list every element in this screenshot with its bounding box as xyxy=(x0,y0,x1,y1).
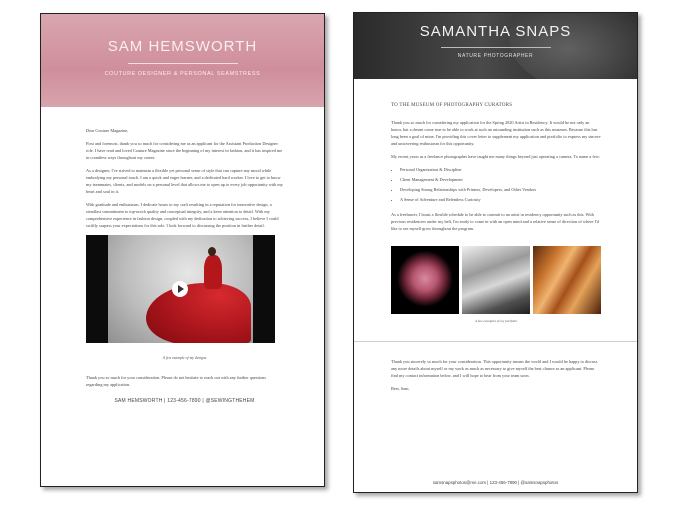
letterhead-divider xyxy=(441,47,551,48)
contact-footer: samsnapsphotos@me.com | 123-456-7890 | @samsnapsphotos xyxy=(432,480,559,485)
letter-body xyxy=(41,107,324,405)
paragraph: My recent years as a freelance photographer have taught me many things beyond just operating a camera. To name a few: xyxy=(391,154,601,159)
canyon-photo[interactable] xyxy=(533,246,601,314)
museum-cover-letter xyxy=(353,12,638,493)
closing-paragraph: Thank you sincerely so much for your consideration. This opportunity means the world and I would be happy to discuss any more details about myself or my work as much as necessary to give myself the best chance as an applicant. Please find my contact information below, and I will hope to hear from your team soon. xyxy=(391,359,598,378)
letterhead-banner xyxy=(354,13,637,79)
list-item: • Client Management & Development xyxy=(400,176,601,183)
tree-photo[interactable] xyxy=(462,246,530,314)
portfolio-gallery xyxy=(391,246,601,314)
paragraph: As a freelancer, I boast a flexible schedule to be able to commit to an artist in residency opportunity such as this. With previous residencies under my belt, I'm ready to come in with an open mind and a relative sense of direction of where I'd like to see myself grow throughout the program. xyxy=(391,212,599,231)
model-head xyxy=(208,247,216,256)
paragraph: As a designer, I've strived to maintain a flexible yet personal sense of style that can capture any mood while embodying my personal touch. I am a quick and eager learner, and a dedicated hard worker. I love to get to know my teammates, clients, and models on a personal level that allows me to open up to every job opportunity with my heart and soul in it. xyxy=(86,168,283,194)
greeting: Dear Couture Magazine, xyxy=(86,128,129,133)
model-figure xyxy=(204,255,222,289)
contact-footer: SAM HEMSWORTH | 123-456-7890 | @SEWINGTHEHEM xyxy=(114,398,255,404)
letterhead-name: SAMANTHA SNAPS xyxy=(419,23,572,40)
list-item: • A Sense of Adventure and Relentless Curiosity xyxy=(400,196,601,203)
letterhead-divider xyxy=(128,63,238,64)
recipient-line: TO THE MUSEUM OF PHOTOGRAPHY CURATORS xyxy=(391,103,513,108)
photo-caption: A few example of my designs xyxy=(162,356,207,360)
letterhead-name: SAM HEMSWORTH xyxy=(107,38,258,55)
paragraph: Thank you so much for considering my application for the Spring 2020 Artist in Residency. It would be not only an honor, but a dream come true to be able to work at such an astounding institution such as this museum. Because this has long been a goal of mine, I'm providing this cover letter to supplement my application and portfolio to express my sincere and unwavering enthusiasm for this opportunity. xyxy=(391,120,601,146)
closing-paragraph: Thank you so much for your consideration. Please do not hesitate to reach out with any further questions regarding my application. xyxy=(86,375,266,387)
letterhead-subtitle: NATURE PHOTOGRAPHER xyxy=(457,53,534,59)
letter-body xyxy=(354,79,637,392)
list-item: • Personal Organization & Discipline xyxy=(400,166,601,173)
rose-photo[interactable] xyxy=(391,246,459,314)
signoff: Best, Sam. xyxy=(391,386,410,391)
letterhead-banner xyxy=(41,14,324,107)
list-item: • Developing Strong Relationships with Printers, Developers, and Other Vendors xyxy=(400,186,601,193)
letterhead-subtitle: COUTURE DESIGNER & PERSONAL SEAMSTRESS xyxy=(104,71,261,77)
section-divider xyxy=(354,341,637,342)
design-video[interactable] xyxy=(86,235,275,343)
couture-cover-letter xyxy=(40,13,325,487)
paragraph: First and foremost, thank you so much for considering me as an applicant for the Assistant Production Designer role. I have read and loved Couture Magazine since the beginning of my interest in fashion, and it has inspired me in countless ways throughout my career. xyxy=(86,141,283,160)
play-icon[interactable] xyxy=(172,281,188,297)
photo-caption: A few examples of my portfolio xyxy=(474,319,518,323)
skills-list xyxy=(400,166,601,203)
paragraph: With gratitude and enthusiasm, I dedicate hours to my craft resulting in a reputation for innovative design, a steadfast commitment to top-notch quality and conceptual integrity, and a keen attention to detail. With my comprehensive experience in fashion design, coupled with my dedication to achieving success, I believe I could swiftly surpass your expectations for this role. I look forward to discussing the position in further detail. xyxy=(86,202,279,228)
